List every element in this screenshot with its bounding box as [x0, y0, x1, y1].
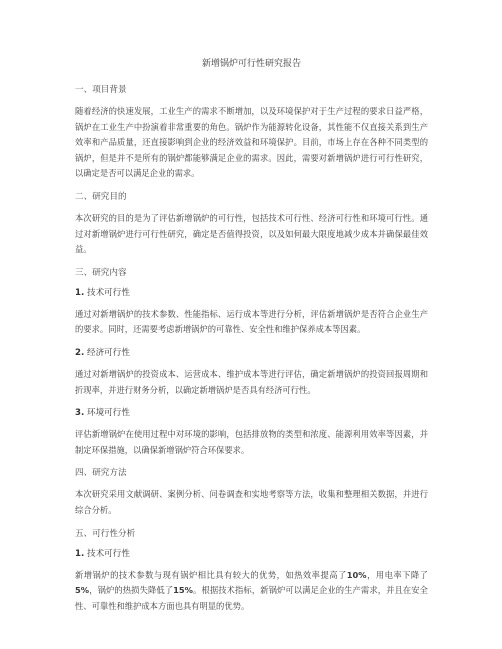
subheading-analysis-technical — [75, 548, 428, 560]
text-run: 。根据技术指标，新锅炉可以满足企业的生产需求，并且在安全性、可靠性和维护成本方面也具有明显的优势。 — [75, 585, 428, 611]
paragraph-method: 本次研究采用文献调研、案例分析、问卷调查和实地考察等方法，收集和整理相关数据，并进行综合分析。 — [75, 489, 428, 515]
paragraph-analysis-technical — [75, 568, 428, 615]
value-heat-loss: 15% — [173, 585, 193, 596]
subheading-number: 3. — [75, 408, 85, 419]
subheading-number: 2. — [75, 347, 85, 358]
paragraph-technical-feasibility: 通过对新增锅炉的技术参数、性能指标、运行成本等进行分析，评估新增锅炉是否符合企业生产的要求。同时，还需要考虑新增锅炉的可靠性、安全性和维护保养成本等因素。 — [75, 308, 428, 335]
section-heading-background: 一、项目背景 — [75, 85, 127, 95]
section-heading-purpose: 二、研究目的 — [75, 191, 127, 202]
subheading-label: 环境可行性 — [86, 408, 130, 419]
subheading-environmental-feasibility — [75, 407, 428, 419]
section-heading-method: 四、研究方法 — [75, 468, 127, 479]
paragraph-economic-feasibility: 通过对新增锅炉的投资成本、运营成本、维护成本等进行评估，确定新增锅炉的投资回报周期和折现率，并进行财务分析，以确定新增锅炉是否具有经济可行性。 — [75, 368, 428, 395]
paragraph-background: 随着经济的快速发展，工业生产的需求不断增加，以及环境保护对于生产过程的要求日益严格，锅炉在工业生产中扮演着非常重要的角色。锅炉作为能源转化设备，其性能不仅直接关系到生产效率和产品质量，还直接影响到企业的经济效益和环境保护。目前，市场上存在各种不同类型的锅炉，但是并不是所有的锅炉都能够满足企业的需求。因此，需要对新增锅炉进行可行性研究，以确定是否可以满足企业的需求。 — [75, 106, 428, 179]
section-heading-analysis: 五、可行性分析 — [75, 528, 136, 539]
text-run: 新增锅炉的技术参数与现有锅炉相比具有较大的优势，如热效率提高了 — [75, 569, 347, 580]
subheading-number: 1. — [75, 287, 85, 298]
section-heading-content: 三、研究内容 — [75, 267, 127, 278]
paragraph-environmental-feasibility: 评估新增锅炉在使用过程中对环境的影响，包括排放物的类型和浓度、能源利用效率等因素，并制定环保措施，以确保新增锅炉符合环保要求。 — [75, 429, 428, 455]
subheading-technical-feasibility — [75, 287, 428, 299]
subheading-label: 技术可行性 — [86, 548, 130, 559]
text-run: ，用电率下降了 — [366, 569, 428, 580]
subheading-label: 经济可行性 — [86, 347, 130, 358]
paragraph-purpose: 本次研究的目的是为了评估新增锅炉的可行性，包括技术可行性、经济可行性和环境可行性。通过对新增锅炉进行可行性研究，确定是否值得投资，以及如何最大限度地减少成本并确保最佳效益。 — [75, 212, 428, 255]
value-thermal-efficiency: 10% — [346, 569, 367, 580]
subheading-label: 技术可行性 — [86, 287, 130, 298]
subheading-number: 1. — [75, 548, 85, 559]
subheading-economic-feasibility — [75, 347, 428, 359]
text-run: ，锅炉的热损失降低了 — [89, 585, 174, 596]
page-title: 新增锅炉可行性研究报告 — [201, 59, 301, 69]
value-power-rate: 5% — [75, 585, 90, 596]
